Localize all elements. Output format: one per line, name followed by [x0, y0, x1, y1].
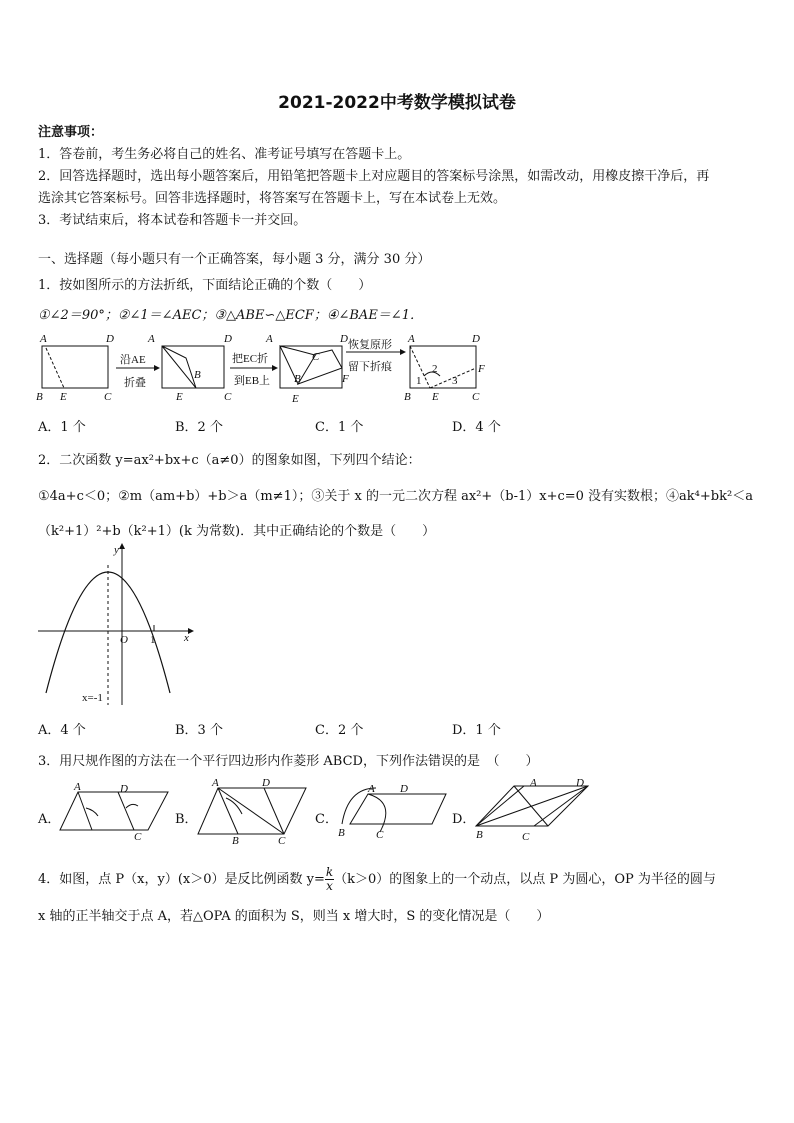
q1-option-a[interactable]: A．1 个 [38, 420, 86, 435]
svg-text:A: A [530, 777, 537, 789]
svg-text:A: A [40, 333, 47, 345]
svg-text:F: F [342, 373, 349, 385]
svg-text:C: C [472, 391, 480, 403]
q3-option-d-label[interactable]: D． [452, 812, 476, 827]
notice-heading: 注意事项： [38, 125, 104, 140]
q1-option-c[interactable]: C．1 个 [315, 420, 364, 435]
svg-text:D: D [120, 783, 128, 795]
svg-text:D: D [472, 333, 480, 345]
svg-text:沿AE: 沿AE [120, 354, 146, 366]
svg-text:C: C [312, 351, 320, 363]
svg-text:留下折痕: 留下折痕 [348, 361, 392, 373]
svg-text:A: A [148, 333, 155, 345]
q3-option-c-label[interactable]: C． [315, 812, 338, 827]
q1-stem: 1．按如图所示的方法折纸，下面结论正确的个数（ ） [38, 278, 372, 293]
svg-text:C: C [134, 831, 142, 843]
notice-item: 2．回答选择题时，选出每小题答案后，用铅笔把答题卡上对应题目的答案标号涂黑，如需改动，用橡皮擦干净后，再 [38, 169, 710, 184]
q2-option-b[interactable]: B．3 个 [175, 723, 223, 738]
svg-text:B: B [404, 391, 411, 403]
notice-item: 3．考试结束后，将本试卷和答题卡一并交回。 [38, 213, 307, 228]
q1-conditions: ①∠2＝90°；②∠1＝∠AEC；③△ABE∽△ECF；④∠BAE＝∠1． [38, 308, 423, 323]
svg-text:D: D [340, 333, 348, 345]
svg-text:E: E [432, 391, 439, 403]
q3-figure-d [474, 776, 590, 846]
svg-text:D: D [224, 333, 232, 345]
q2-option-c[interactable]: C．2 个 [315, 723, 364, 738]
svg-text:y: y [114, 544, 119, 556]
q4-fraction-numerator: k [325, 865, 334, 879]
svg-text:C: C [224, 391, 232, 403]
svg-text:恢复原形: 恢复原形 [348, 339, 392, 351]
svg-text:折叠: 折叠 [124, 377, 146, 389]
q3-stem: 3．用尺规作图的方法在一个平行四边形内作菱形 ABCD，下列作法错误的是 （ ） [38, 754, 539, 769]
svg-text:B: B [338, 827, 345, 839]
q4-stem-part1: 4．如图，点 P（x，y）(x＞0）是反比例函数 y= [38, 872, 325, 887]
q3-figure-a [58, 780, 170, 842]
q2-conditions: ①4a+c＜0；②m（am+b）+b＞a（m≠1）；③关于 x 的一元二次方程 ax²+（b-1）x+c=0 没有实数根；④ak⁴+bk²＜a [38, 489, 753, 504]
svg-text:D: D [262, 777, 270, 789]
svg-text:B: B [294, 373, 301, 385]
svg-text:A: A [74, 781, 81, 793]
svg-text:F: F [478, 363, 485, 375]
q4-fraction-denominator: x [326, 879, 333, 893]
q3-figure-c [336, 780, 448, 844]
q4-fraction [325, 866, 334, 893]
q1-option-b[interactable]: B．2 个 [175, 420, 223, 435]
svg-text:2: 2 [432, 363, 438, 375]
svg-text:A: A [408, 333, 415, 345]
svg-text:E: E [60, 391, 67, 403]
svg-text:E: E [292, 393, 299, 405]
svg-text:x: x [184, 632, 189, 644]
q2-option-d[interactable]: D．1 个 [452, 723, 501, 738]
svg-text:A: A [266, 333, 273, 345]
q4-stem [38, 866, 716, 893]
svg-text:x=-1: x=-1 [82, 692, 103, 704]
q3-figure-b [196, 778, 308, 846]
svg-text:C: C [522, 831, 530, 843]
svg-text:O: O [120, 634, 128, 646]
q1-option-d[interactable]: D．4 个 [452, 420, 501, 435]
svg-text:A: A [368, 783, 375, 795]
q2-conditions-cont: （k²+1）²+b（k²+1）(k 为常数)．其中正确结论的个数是（ ） [38, 524, 436, 539]
q2-parabola-graph [36, 543, 196, 708]
svg-text:D: D [400, 783, 408, 795]
svg-text:1: 1 [150, 634, 156, 646]
svg-text:B: B [232, 835, 239, 847]
svg-text:D: D [576, 777, 584, 789]
svg-text:A: A [212, 777, 219, 789]
svg-text:把EC折: 把EC折 [232, 353, 269, 365]
svg-text:3: 3 [452, 375, 458, 387]
q2-option-a[interactable]: A．4 个 [38, 723, 86, 738]
q3-option-b-label[interactable]: B． [175, 812, 198, 827]
svg-text:1: 1 [416, 375, 422, 387]
svg-text:E: E [176, 391, 183, 403]
svg-text:B: B [476, 829, 483, 841]
svg-text:D: D [106, 333, 114, 345]
svg-text:B: B [36, 391, 43, 403]
q2-stem: 2．二次函数 y=ax²+bx+c（a≠0）的图象如图，下列四个结论： [38, 453, 421, 468]
q4-stem-cont: x 轴的正半轴交于点 A，若△OPA 的面积为 S，则当 x 增大时，S 的变化情况是（ ） [38, 909, 550, 924]
q1-folding-figure [36, 328, 496, 408]
svg-text:C: C [278, 835, 286, 847]
svg-text:B: B [194, 369, 201, 381]
notice-item: 1．答卷前，考生务必将自己的姓名、准考证号填写在答题卡上。 [38, 147, 411, 162]
svg-text:C: C [104, 391, 112, 403]
q3-option-a-label[interactable]: A． [38, 812, 61, 827]
section-heading: 一、选择题（每小题只有一个正确答案，每小题 3 分，满分 30 分） [38, 252, 431, 267]
page-title: 2021-2022中考数学模拟试卷 [278, 93, 516, 113]
notice-item: 选涂其它答案标号。回答非选择题时，将答案写在答题卡上，写在本试卷上无效。 [38, 191, 507, 206]
svg-text:到EB上: 到EB上 [234, 375, 271, 387]
svg-text:C: C [376, 829, 384, 841]
q4-stem-part2: （k＞0）的图象上的一个动点，以点 P 为圆心，OP 为半径的圆与 [334, 872, 716, 887]
